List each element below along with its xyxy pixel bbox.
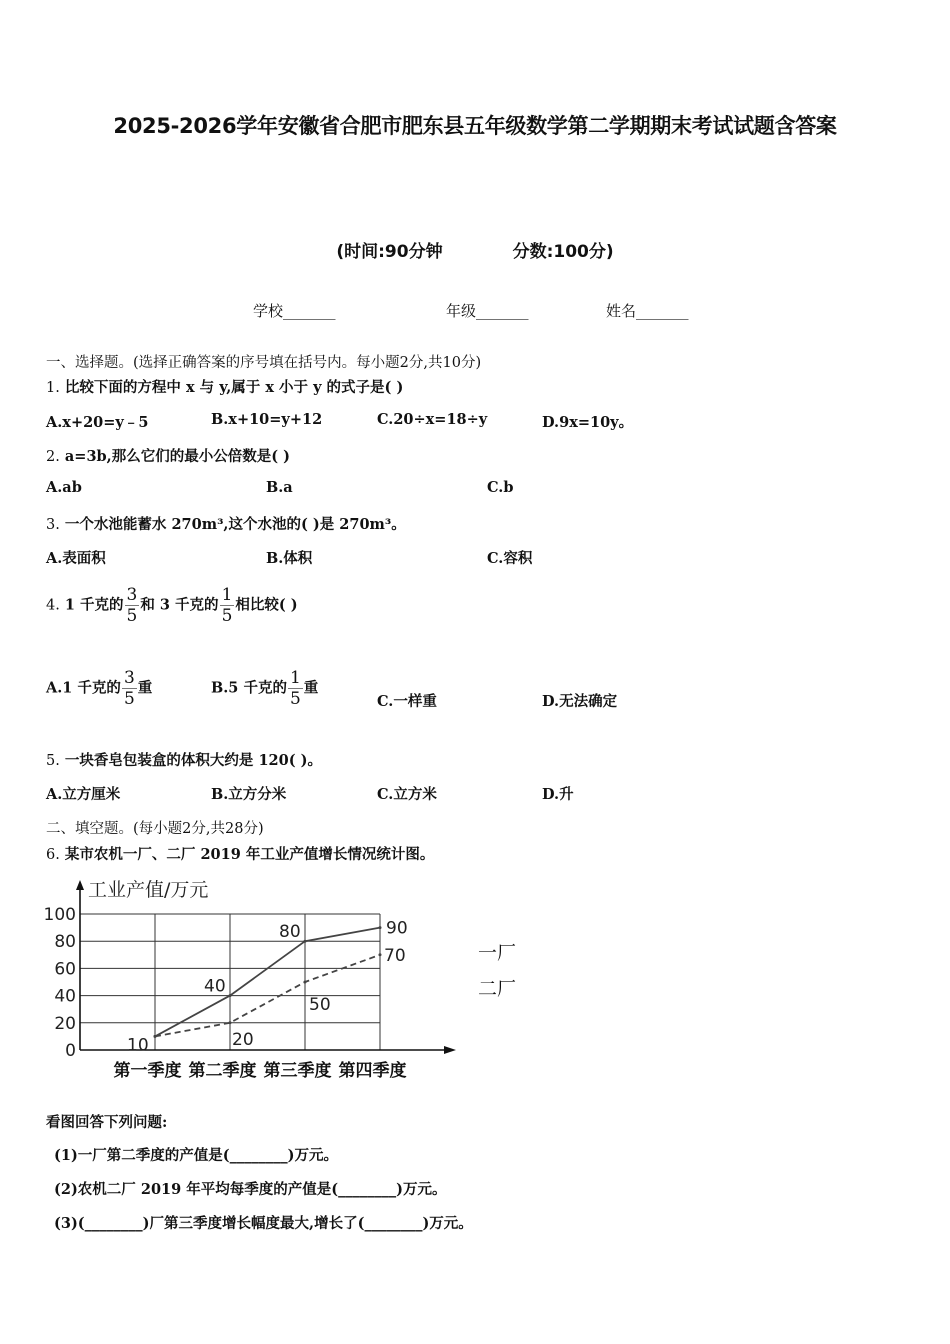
q1-option-d[interactable]: D.9x=10y。	[542, 414, 634, 431]
q1-option-c[interactable]: C.20÷x=18÷y	[377, 411, 488, 428]
q4-frac-b-num: 1	[221, 585, 233, 605]
y-axis-label: 工业产值/万元	[88, 879, 209, 901]
q4-number: 4.	[46, 597, 60, 614]
q2-option-a[interactable]: A.ab	[46, 479, 82, 496]
section1-heading: 一、选择题。(选择正确答案的序号填在括号内。每小题2分,共10分)	[46, 355, 482, 371]
data-label-s1-4: 90	[386, 918, 408, 939]
chart-grid	[80, 914, 380, 1050]
series-2-point-3	[304, 981, 307, 984]
series-line-1	[155, 928, 380, 1037]
q4-fraction-b	[220, 585, 235, 626]
question-4	[46, 585, 298, 626]
data-label-s2-4: 70	[384, 945, 406, 966]
q4-opt-b-fraction	[288, 668, 303, 709]
q4-opt-b-pre: B.5 千克的	[211, 679, 287, 697]
q2-option-b[interactable]: B.a	[266, 479, 293, 496]
q4-opt-a-post: 重	[137, 679, 153, 697]
q4-text-b: 和 3 千克的	[140, 596, 219, 614]
grade-field[interactable]: 年级_______	[446, 302, 529, 320]
data-label-s1-1: 10	[127, 1035, 149, 1056]
x-category-3: 第三季度	[263, 1061, 332, 1081]
q4-text-c: 相比较( )	[235, 596, 298, 614]
q4-frac-a-den: 5	[126, 606, 138, 626]
q3-option-c[interactable]: C.容积	[487, 550, 533, 567]
q4-option-b[interactable]	[211, 668, 318, 709]
question-1	[46, 376, 403, 397]
q3-number: 3.	[46, 517, 60, 533]
legend-item-plant2: 二厂	[478, 978, 517, 1000]
q3-text: 一个水池能蓄水 270m³,这个水池的( )是 270m³。	[64, 516, 406, 533]
x-axis-arrow	[444, 1046, 456, 1054]
q4-frac-a-num: 3	[126, 585, 138, 605]
series-1-point-3	[304, 940, 307, 943]
chart-axes	[76, 880, 456, 1054]
page-title: 2025-2026学年安徽省合肥市肥东县五年级数学第二学期期末考试试题含答案	[113, 114, 837, 138]
q6-sub3[interactable]: (3)(________)厂第三季度增长幅度最大,增长了(________)万元。	[54, 1215, 473, 1232]
industrial-output-chart	[40, 874, 530, 1084]
x-category-labels	[114, 1060, 407, 1081]
q6-text: 某市农机一厂、二厂 2019 年工业产值增长情况统计图。	[64, 846, 435, 863]
question-3	[46, 513, 406, 534]
q1-text: 比较下面的方程中 x 与 y,属于 x 小于 y 的式子是( )	[64, 379, 404, 396]
y-tick-40: 40	[54, 986, 76, 1007]
exam-time-score	[0, 237, 950, 262]
q6-prompt: 看图回答下列问题:	[46, 1114, 168, 1131]
q5-option-a[interactable]: A.立方厘米	[46, 786, 121, 803]
q4-frac-b-den: 5	[221, 606, 233, 626]
score-label: 分数:100分)	[512, 242, 614, 262]
q4-text-a: 1 千克的	[64, 596, 124, 614]
x-category-4: 第四季度	[338, 1061, 407, 1081]
data-label-s1-3: 80	[279, 922, 301, 943]
series-lines	[154, 926, 382, 1038]
series-2-point-1	[154, 1035, 157, 1038]
y-tick-labels	[44, 905, 76, 1061]
y-tick-0: 0	[65, 1041, 76, 1061]
q1-option-b[interactable]: B.x+10=y+12	[211, 411, 323, 428]
q2-option-c[interactable]: C.b	[487, 479, 514, 496]
q4-opt-b-post: 重	[303, 679, 319, 697]
q4-opt-b-num: 1	[289, 668, 301, 688]
q4-option-a[interactable]	[46, 668, 152, 709]
q6-number: 6.	[46, 847, 60, 863]
q4-opt-a-num: 3	[123, 668, 135, 688]
name-field[interactable]: 姓名_______	[606, 302, 689, 320]
y-axis-arrow	[76, 880, 84, 890]
data-label-s2-3: 50	[309, 995, 331, 1015]
data-labels	[127, 919, 408, 1056]
q4-opt-a-fraction	[122, 668, 137, 709]
q4-fraction-a	[125, 585, 140, 626]
q5-option-d[interactable]: D.升	[542, 786, 574, 803]
data-label-s2-2: 20	[232, 1029, 254, 1050]
q5-option-b[interactable]: B.立方分米	[211, 786, 287, 803]
legend-item-plant1: 一厂	[478, 942, 517, 964]
x-category-2: 第二季度	[188, 1061, 257, 1081]
y-tick-20: 20	[54, 1013, 76, 1034]
q4-opt-b-den: 5	[289, 689, 301, 709]
q2-text: a=3b,那么它们的最小公倍数是( )	[64, 448, 290, 465]
q5-text: 一块香皂包装盒的体积大约是 120( )。	[64, 752, 322, 769]
q4-opt-a-den: 5	[123, 689, 135, 709]
y-tick-80: 80	[54, 932, 76, 953]
q3-option-b[interactable]: B.体积	[266, 550, 313, 567]
q4-opt-a-pre: A.1 千克的	[46, 679, 121, 697]
q4-option-d[interactable]: D.无法确定	[542, 693, 618, 710]
q2-number: 2.	[46, 449, 60, 465]
school-field[interactable]: 学校_______	[253, 302, 336, 320]
q5-option-c[interactable]: C.立方米	[377, 786, 437, 803]
q6-sub1[interactable]: (1)一厂第二季度的产值是(________)万元。	[54, 1147, 339, 1164]
x-category-1: 第一季度	[113, 1061, 182, 1081]
y-tick-100: 100	[43, 905, 76, 925]
question-5	[46, 749, 322, 770]
section2-heading: 二、填空题。(每小题2分,共28分)	[46, 821, 264, 837]
question-2	[46, 445, 290, 466]
series-1-point-4	[379, 926, 382, 929]
time-label: (时间:90分钟	[336, 242, 443, 262]
series-2-point-4	[379, 953, 382, 956]
question-6	[46, 843, 434, 864]
q4-option-c[interactable]: C.一样重	[377, 693, 437, 710]
q3-option-a[interactable]: A.表面积	[46, 550, 106, 567]
q1-number: 1.	[46, 380, 60, 396]
series-2-point-2	[229, 1021, 232, 1024]
y-tick-60: 60	[54, 959, 76, 980]
series-1-point-2	[229, 994, 232, 997]
q1-option-a[interactable]: A.x+20=y﹣5	[46, 414, 149, 431]
data-label-s1-2: 40	[204, 976, 226, 997]
q6-sub2[interactable]: (2)农机二厂 2019 年平均每季度的产值是(________)万元。	[54, 1181, 447, 1198]
q5-number: 5.	[46, 753, 60, 769]
